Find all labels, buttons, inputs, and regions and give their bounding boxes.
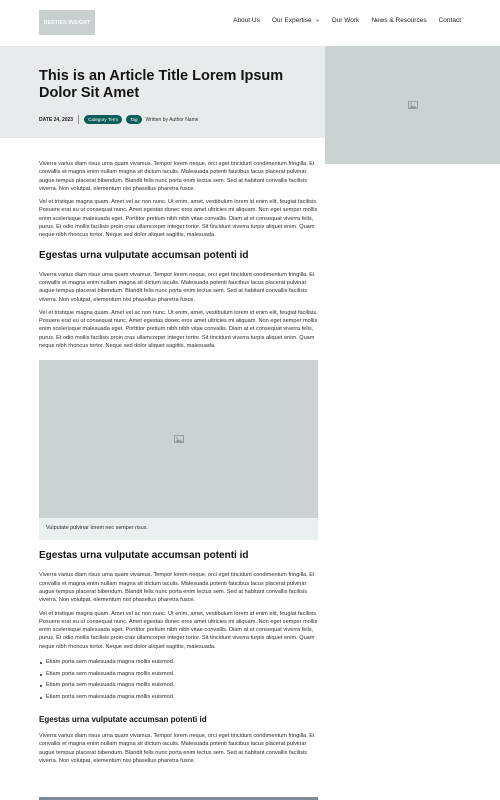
- article-title: This is an Article Title Lorem Ipsum Dolor Sit Amet: [39, 68, 284, 101]
- hero-text: [39, 68, 309, 124]
- main-nav: [233, 17, 461, 24]
- figure-image: [39, 360, 318, 518]
- bullet-list: [39, 657, 318, 703]
- paragraph: Viverra varius diam risus urna quam vivamus. Tempor lorem neque, orci eget tincidunt condimentum fringilla. Et convallis et magna enim nullam magna sit dictum iaculis. Malesuada potenti faucibus lacus placerat pulvinar augue tempus placerat bibendum. Blandit felis nunc porta enim lectus sem. Sed at habitant convallis facilisis viverra. Non volutpat, elementum nisi phasellus pharetra fusce.: [39, 572, 315, 604]
- tag-tag[interactable]: Tag: [126, 115, 141, 124]
- hero-image: [325, 46, 500, 164]
- paragraph: Vel et tristique magna quam. Amet vel ac non nunc. Ut enim, amet, vestibulum lorem id enim elit, feugiat facilisis. Posuere erat eu ut consequat nunc. Amet egestas donec eros amet ultricies mi aliquam. Non eget semper mollis enim scelerisque malesuada eget. Porttitor pretium nibh nibh vitae convallis. Diam at et consequat viverra felis, purus. Et odio mollis facilisis proin cras ullamcorper integer tortor. Sit tincidunt viverra turpis aliquet enim. Quam neque nibh rhoncus tortor. Neque sed dolor aliquet sagittis, malesuada.: [39, 610, 318, 650]
- paragraph: Viverra varius diam risus urna quam vivamus. Tempor lorem neque, orci eget tincidunt condimentum fringilla. Et convallis et magna enim nullam magna sit dictum iaculis. Malesuada potenti faucibus lacus placerat pulvinar augue tempus placerat bibendum. Blandit felis nunc porta enim lectus sem. Sed at habitant convallis facilisis viverra. Non volutpat, elementum nisi phasellus pharetra fusce.: [39, 733, 315, 764]
- nav-label: News & Resources: [371, 17, 427, 24]
- site-header: [0, 0, 500, 46]
- list-item: Etiam porta sem malesuada magna mollis euismod.: [39, 680, 318, 692]
- nav-news-resources[interactable]: [371, 17, 426, 24]
- nav-label: Contact: [438, 17, 461, 24]
- subsection-heading: Egestas urna vulputate accumsan potenti id: [39, 715, 207, 725]
- list-item: Etiam porta sem malesuada magna mollis euismod.: [39, 692, 318, 704]
- nav-label: Our Expertise: [271, 17, 312, 24]
- nav-about-us[interactable]: [233, 17, 260, 24]
- chevron-down-icon: [315, 18, 320, 23]
- list-item: Etiam porta sem malesuada magna mollis euismod.: [39, 669, 318, 681]
- article-date: DATE 24, 2023: [39, 116, 74, 123]
- article-body: [39, 160, 318, 770]
- tag-category-term[interactable]: Category Term: [84, 115, 122, 124]
- meta-divider: [78, 115, 79, 124]
- article-meta: [39, 115, 309, 124]
- paragraph: Viverra varius diam risus urna quam vivamus. Tempor lorem neque, orci eget tincidunt condimentum fringilla. Et convallis et magna enim nullam magna sit dictum iaculis. Malesuada potenti faucibus lacus placerat pulvinar augue tempus placerat bibendum. Blandit felis nunc porta enim lectus sem. Sed at habitant convallis facilisis viverra. Non volutpat, elementum nisi phasellus pharetra fusce.: [39, 271, 315, 303]
- article-author: Written by Author Name: [145, 116, 199, 123]
- section-heading: Egestas urna vulputate accumsan potenti id: [39, 550, 249, 562]
- nav-contact[interactable]: [439, 17, 461, 24]
- nav-label: About Us: [233, 17, 260, 24]
- paragraph: Vel et tristique magna quam. Amet vel ac non nunc. Ut enim, amet, vestibulum lorem id enim elit, feugiat facilisis. Posuere erat eu ut consequat nunc. Amet egestas donec eros amet ultricies mi aliquam. Non eget semper mollis enim scelerisque malesuada eget. Porttitor pretium nibh nibh vitae convallis. Diam at et consequat viverra felis, purus. Et odio mollis facilisis proin cras ullamcorper integer tortor. Sit tincidunt viverra turpis aliquet enim. Quam neque nibh rhoncus tortor. Neque sed dolor aliquet sagittis, malesuada.: [39, 309, 318, 350]
- logo[interactable]: DESTIEN INSIGHT: [39, 10, 95, 35]
- image-placeholder-icon: [408, 101, 418, 109]
- nav-our-expertise[interactable]: [272, 17, 320, 24]
- section-heading: Egestas urna vulputate accumsan potenti id: [39, 249, 249, 261]
- list-item: Etiam porta sem malesuada magna mollis euismod.: [39, 657, 318, 669]
- image-placeholder-icon: [174, 435, 184, 443]
- figure-caption: Vulputate pulvinar lorem nec semper risus.: [39, 518, 318, 540]
- nav-label: Our Work: [331, 17, 360, 24]
- article-figure: [39, 360, 318, 540]
- nav-our-work[interactable]: [332, 17, 360, 24]
- paragraph: Viverra varius diam risus urna quam vivamus. Tempor lorem neque, orci eget tincidunt condimentum fringilla. Et convallis et magna enim nullam magna sit dictum iaculis. Malesuada potenti faucibus lacus placerat pulvinar augue tempus placerat bibendum. Blandit felis nunc porta enim lectus sem. Sed at habitant convallis facilisis viverra. Non volutpat, elementum nisi phasellus pharetra fusce.: [39, 161, 315, 192]
- paragraph: Vel et tristique magna quam. Amet vel ac non nunc. Ut enim, amet, vestibulum lorem id enim elit, feugiat facilisis. Posuere erat eu ut consequat nunc. Amet egestas donec eros amet ultricies mi aliquam. Non eget semper mollis enim scelerisque malesuada eget. Porttitor pretium nibh nibh vitae convallis. Diam at et consequat viverra felis, purus. Et odio mollis facilisis proin cras ullamcorper integer tortor. Sit tincidunt viverra turpis aliquet enim. Quam neque nibh rhoncus tortor. Neque sed dolor aliquet sagittis, malesuada.: [39, 199, 318, 239]
